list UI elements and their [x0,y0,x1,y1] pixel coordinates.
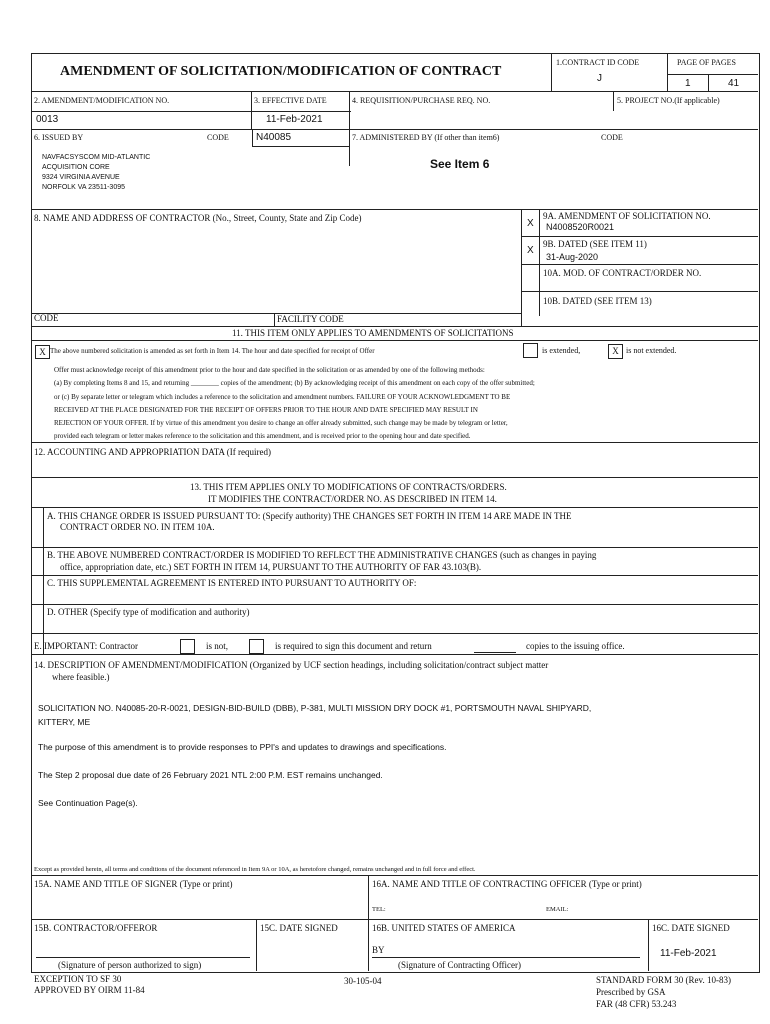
label-15c: 15C. DATE SIGNED [260,923,338,933]
contractor-code-label: CODE [34,313,59,323]
item14-label2: where feasible.) [52,672,110,682]
effective-date: 11-Feb-2021 [266,114,323,125]
page-count: 41 [728,78,740,89]
contract-id-code-label: 1.CONTRACT ID CODE [556,58,640,67]
signature-15-caption: (Signature of person authorized to sign) [58,960,202,970]
label-16b: 16B. UNITED STATES OF AMERICA [372,923,516,933]
item13-b-line2: office, appropriation date, etc.) SET FORTH IN ITEM 14, PURSUANT TO THE AUTHORITY OF FAR 43.103(B). [60,562,482,572]
label-15b: 15B. CONTRACTOR/OFFEROR [34,923,158,933]
footer-right: STANDARD FORM 30 (Rev. 10-83) Prescribed by GSA FAR (48 CFR) 53.243 [596,975,731,1009]
page-of-pages-label: PAGE OF PAGES [677,58,736,67]
amendment-no-label: 2. AMENDMENT/MODIFICATION NO. [34,96,170,105]
value-9a: N4008520R0021 [546,222,615,232]
item13-a-line1: A. THIS CHANGE ORDER IS ISSUED PURSUANT TO: (Specify authority) THE CHANGES SET FORTH IN ITEM 14 ARE MADE IN THE [47,511,572,521]
amendment-no: 0013 [36,114,59,125]
amended-checkbox[interactable]: X [35,345,50,359]
amended-text: The above numbered solicitation is amended as set forth in Item 14. The hour and date specified for receipt of Offer [50,347,375,355]
is-extended-label: is extended, [542,346,581,355]
item14-continuation: See Continuation Page(s). [38,798,138,808]
is-not-label: is not, [206,641,229,651]
page-number: 1 [685,78,691,89]
issued-by-code: N40085 [256,132,292,143]
item11-instructions: Offer must acknowledge receipt of this amendment prior to the hour and date specified in the solicitation or as amended by one of the following methods: (a) By completing Items 8 and 15, and returning ________ copies of the amendment; (b) By acknowledging receipt of this amendment on each copy of the offer submitted; or (c) By separate letter or telegram which includes a reference to the solicitation and amendment numbers. FAILURE OF YOUR ACKNOWLEDGMENT TO BE RECEIVED AT THE PLACE DESIGNATED FOR THE RECEIPT OF OFFERS PRIOR TO THE HOUR AND DATE SPECIFIED MAY RESULT IN REJECTION OF YOUR OFFER. If by virtue of this amendment you desire to change an offer already submitted, such change may be made by telegram or letter, provided each telegram or letter makes reference to the solicitation and this amendment, and is received prior to the opening hour and date specified. [54,366,535,441]
item13-c: C. THIS SUPPLEMENTAL AGREEMENT IS ENTERED INTO PURSUANT TO AUTHORITY OF: [47,578,417,588]
item13-a-checkbox[interactable] [31,507,43,547]
form-title: AMENDMENT OF SOLICITATION/MODIFICATION OF CONTRACT [60,64,502,79]
tel-label: TEL: [372,906,386,913]
label-10a: 10A. MOD. OF CONTRACT/ORDER NO. [543,268,702,278]
label-9a: 9A. AMENDMENT OF SOLICITATION NO. [543,211,711,221]
is-required-label: is required to sign this document and return [275,641,432,651]
not-extended-checkbox[interactable]: X [608,344,623,359]
project-no-label: 5. PROJECT NO.(If applicable) [617,96,720,105]
label-16c: 16C. DATE SIGNED [652,923,730,933]
mark-9b: X [527,245,534,256]
item13-a-line2: CONTRACT ORDER NO. IN ITEM 10A. [60,522,215,532]
is-not-checkbox[interactable] [180,639,195,654]
signature-16-caption: (Signature of Contracting Officer) [398,960,522,970]
contractor-label: 8. NAME AND ADDRESS OF CONTRACTOR (No., Street, County, State and Zip Code) [34,213,362,223]
copies-label: copies to the issuing office. [526,641,625,651]
is-not-extended-label: is not extended. [626,346,677,355]
item14-except: Except as provided herein, all terms and conditions of the document referenced in Item 9A or 10A, as heretofore changed, remains unchanged and in full force and effect. [34,866,476,873]
item14-purpose: The purpose of this amendment is to provide responses to PPI's and updates to drawings and specifications. [38,742,447,752]
contract-id-code: J [597,73,602,84]
email-label: EMAIL: [546,906,569,913]
is-required-checkbox[interactable] [249,639,264,654]
item13-d: D. OTHER (Specify type of modification and authority) [47,607,250,617]
item13-b-line1: B. THE ABOVE NUMBERED CONTRACT/ORDER IS MODIFIED TO REFLECT THE ADMINISTRATIVE CHANGES (such as changes in paying [47,550,597,560]
important-label: E. IMPORTANT: Contractor [34,641,139,651]
item13-heading1: 13. THIS ITEM APPLIES ONLY TO MODIFICATIONS OF CONTRACTS/ORDERS. [190,482,507,492]
label-16a: 16A. NAME AND TITLE OF CONTRACTING OFFICER (Type or print) [372,879,642,889]
issued-by-code-label: CODE [207,133,229,142]
effective-date-label: 3. EFFECTIVE DATE [254,96,327,105]
administered-by-label: 7. ADMINISTERED BY (If other than item6) [352,133,500,142]
by-label: BY [372,945,385,955]
mark-9a: X [527,218,534,229]
footer-center: 30-105-04 [344,976,382,986]
date-16c: 11-Feb-2021 [660,948,717,959]
item13-heading2: IT MODIFIES THE CONTRACT/ORDER NO. AS DESCRIBED IN ITEM 14. [208,494,497,504]
administered-by-value: See Item 6 [430,157,490,171]
requisition-label: 4. REQUISITION/PURCHASE REQ. NO. [352,96,491,105]
item14-label1: 14. DESCRIPTION OF AMENDMENT/MODIFICATION (Organized by UCF section headings, including solicitation/contract subject matter [34,660,549,670]
footer-left: EXCEPTION TO SF 30 APPROVED BY OIRM 11-84 [34,974,145,995]
item14-solicitation: SOLICITATION NO. N40085-20-R-0021, DESIGN-BID-BUILD (DBB), P-381, MULTI MISSION DRY DOCK #1, PORTSMOUTH NAVAL SHIPYARD, KITTERY, ME [38,703,592,727]
label-9b: 9B. DATED (SEE ITEM 11) [543,239,647,249]
label-15a: 15A. NAME AND TITLE OF SIGNER (Type or print) [34,879,233,889]
item12-label: 12. ACCOUNTING AND APPROPRIATION DATA (If required) [34,447,272,457]
issuer-address: NAVFACSYSCOM MID-ATLANTIC ACQUISITION CORE 9324 VIRGINIA AVENUE NORFOLK VA 23511-3095 [42,154,151,191]
item14-due-date: The Step 2 proposal due date of 26 February 2021 NTL 2:00 P.M. EST remains unchanged. [38,770,383,780]
administered-by-code-label: CODE [601,133,623,142]
label-10b: 10B. DATED (SEE ITEM 13) [543,296,652,306]
extended-checkbox[interactable] [523,343,538,358]
issued-by-label: 6. ISSUED BY [34,133,84,142]
facility-code-label: FACILITY CODE [277,314,344,324]
item11-heading: 11. THIS ITEM ONLY APPLIES TO AMENDMENTS OF SOLICITATIONS [232,328,514,338]
value-9b: 31-Aug-2020 [546,252,599,262]
